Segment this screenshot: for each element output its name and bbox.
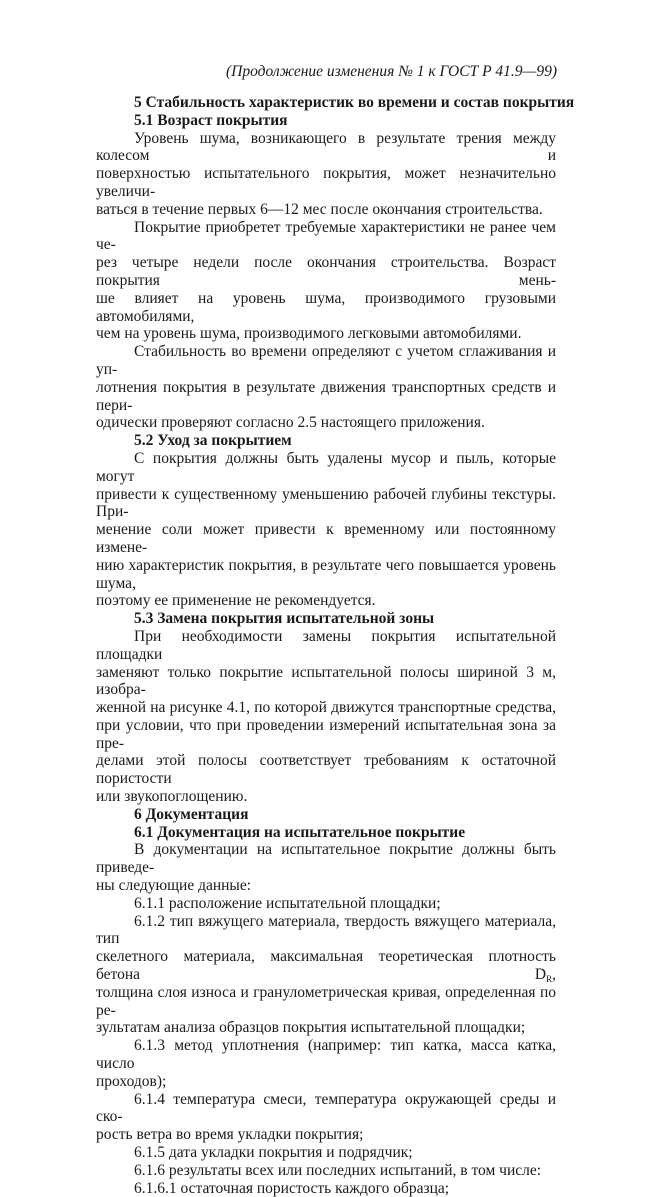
text-line: привести к существенному уменьшению рабочей глубины текстуры. При- — [96, 485, 556, 521]
text-line: зультатам анализа образцов покрытия испытательной площадки; — [96, 1019, 526, 1037]
item-6-1-2 — [96, 913, 556, 1038]
text-line: рость ветра во время укладки покрытия; — [96, 1126, 364, 1144]
section-5-1-title: 5.1 Возраст покрытия — [134, 111, 288, 129]
text-line: одически проверяют согласно 2.5 настоящего приложения. — [96, 414, 485, 432]
text-line: При необходимости замены покрытия испытательной площадки — [96, 627, 556, 663]
document-body — [96, 94, 575, 1197]
density-text: скелетного материала, максимальная теоретическая плотность бетона D — [96, 948, 556, 984]
text-line: менение соли может привести к временному или постоянному измене- — [96, 521, 556, 556]
text-line: ше влияет на уровень шума, производимого грузовыми автомобилями, — [96, 289, 556, 325]
density-comma: , — [552, 966, 556, 984]
text-line: проходов); — [96, 1072, 167, 1090]
item-6-1-4 — [96, 1091, 556, 1144]
text-line: делами этой полосы соответствует требованиям к остаточной пористости — [96, 752, 556, 788]
item-6-1-1: 6.1.1 расположение испытательной площадки; — [134, 894, 441, 912]
density-subscript: R — [546, 974, 553, 985]
text-line: В документации на испытательное покрытие должны быть приведе- — [96, 841, 556, 877]
text-line: поэтому ее применение не рекомендуется. — [96, 592, 376, 610]
item-6-1-3 — [96, 1037, 556, 1090]
section-6-title: 6 Документация — [134, 805, 249, 823]
text-line: толщина слоя износа и гранулометрическая кривая, определенная по ре- — [96, 983, 556, 1019]
text-line: С покрытия должны быть удалены мусор и пыль, которые могут — [96, 449, 556, 485]
paragraph-replacement — [96, 628, 556, 806]
section-5-3-title: 5.3 Замена покрытия испытательной зоны — [134, 610, 435, 628]
section-6-1-title: 6.1 Документация на испытательное покрытие — [134, 823, 466, 841]
text-line: рез четыре недели после окончания строительства. Возраст покрытия мень- — [96, 254, 556, 289]
text-line: 6.1.4 температура смеси, температура окружающей среды и ско- — [96, 1090, 556, 1126]
paragraph-stability — [96, 343, 556, 432]
text-line: 6.1.2 тип вяжущего материала, твердость вяжущего материала, тип — [96, 912, 556, 948]
section-5-2-title: 5.2 Уход за покрытием — [134, 432, 292, 450]
section-5-title: 5 Стабильность характеристик во времени и состав покрытия — [134, 94, 575, 111]
text-line: заменяют только покрытие испытательной полосы шириной 3 м, изобра- — [96, 663, 556, 699]
text-line-with-subscript — [96, 948, 556, 984]
text-line: поверхностью испытательного покрытия, может незначительно увеличи- — [96, 165, 556, 200]
text-line: нию характеристик покрытия, в результате чего повышается уровень шума, — [96, 556, 556, 592]
text-line: чем на уровень шума, производимого легковыми автомобилями. — [96, 325, 522, 343]
item-6-1-5: 6.1.5 дата укладки покрытия и подрядчик; — [134, 1144, 413, 1162]
item-6-1-6-1: 6.1.6.1 остаточная пористость каждого образца; — [134, 1179, 450, 1197]
text-line: ны следующие данные: — [96, 877, 252, 895]
paragraph-coating-age — [96, 219, 556, 344]
text-line: Уровень шума, возникающего в результате трения между колесом и — [96, 129, 556, 165]
text-line: 6.1.3 метод уплотнения (например: тип катка, масса катка, число — [96, 1037, 556, 1073]
text-line: при условии, что при проведении измерений испытательная зона за пре- — [96, 716, 556, 752]
paragraph-maintenance — [96, 450, 556, 610]
paragraph-noise-level — [96, 130, 556, 219]
paragraph-documentation — [96, 841, 556, 894]
text-line: ваться в течение первых 6—12 мес после окончания строительства. — [96, 200, 543, 218]
text-line: или звукопоглощению. — [96, 788, 248, 806]
text-line: женной на рисунке 4.1, по которой движутся транспортные средства, — [96, 699, 556, 717]
running-header: (Продолжение изменения № 1 к ГОСТ Р 41.9—99) — [226, 63, 557, 80]
text-line: Покрытие приобретет требуемые характеристики не ранее чем че- — [96, 218, 556, 254]
text-line: лотнения покрытия в результате движения транспортных средств и пери- — [96, 378, 556, 414]
text-line: Стабильность во времени определяют с учетом сглаживания и уп- — [96, 343, 556, 378]
item-6-1-6: 6.1.6 результаты всех или последних испытаний, в том числе: — [134, 1161, 542, 1179]
